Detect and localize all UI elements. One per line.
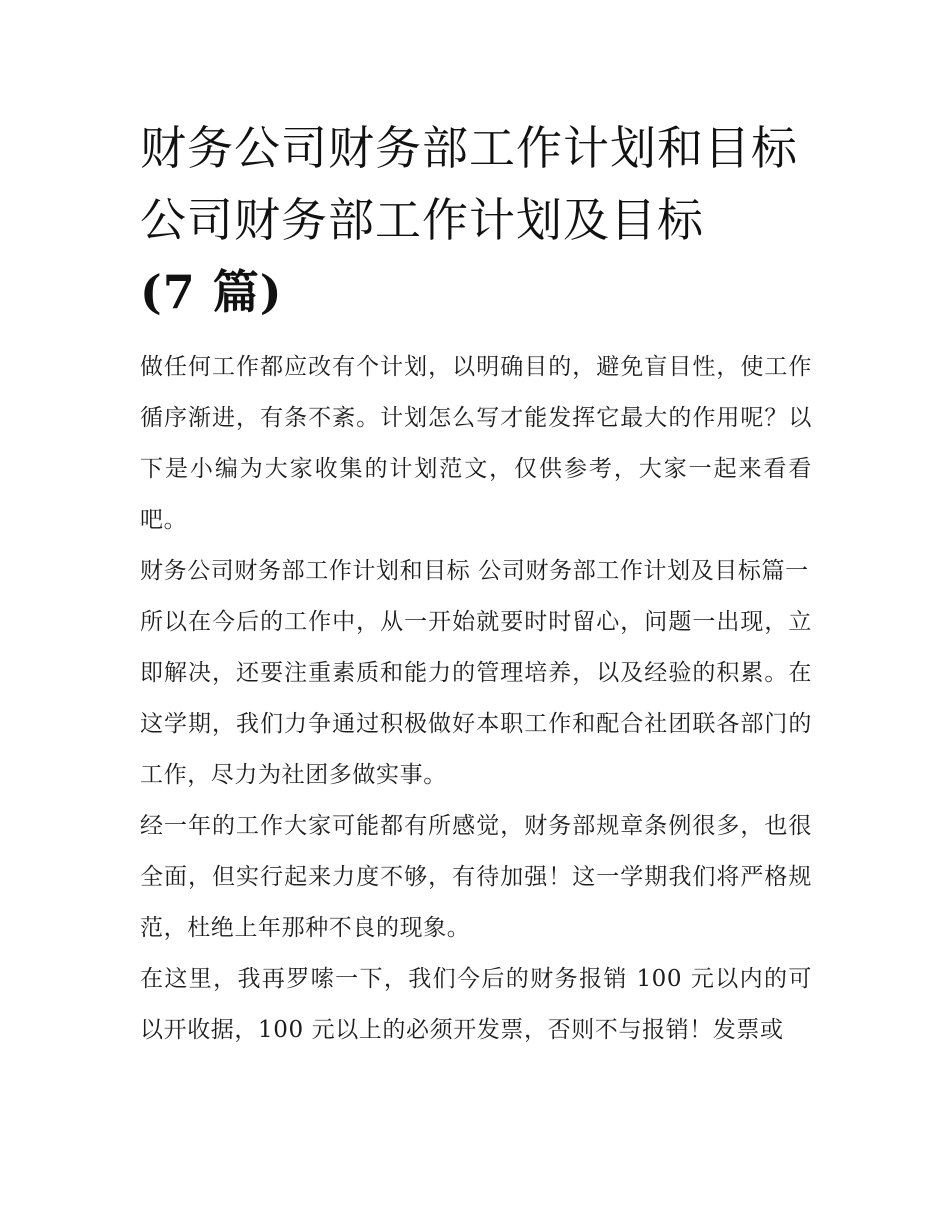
intro-paragraph: 做任何工作都应改有个计划，以明确目的，避免盲目性，使工作循序渐进，有条不紊。计划怎么写才能发挥它最大的作用呢？以下是小编为大家收集的计划范文，仅供参考，大家一起来看看吧。 xyxy=(140,354,812,533)
document-title xyxy=(140,112,812,328)
title-main: 财务公司财务部工作计划和目标 公司财务部工作计划及目标 xyxy=(140,121,798,247)
body-paragraph: 在这里，我再罗嗦一下，我们今后的财务报销 100 元以内的可以开收据，100 元以上的必须开发票，否则不与报销！发票或 xyxy=(140,966,812,1043)
body-paragraph: 经一年的工作大家可能都有所感觉，财务部规章条例很多，也很全面，但实行起来力度不够，有待加强！这一学期我们将严格规范，杜绝上年那种不良的现象。 xyxy=(140,813,812,941)
body-paragraph: 所以在今后的工作中，从一开始就要时时留心，问题一出现，立即解决，还要注重素质和能力的管理培养，以及经验的积累。在这学期，我们力争通过积极做好本职工作和配合社团联各部门的工作，尽力为社团多做实事。 xyxy=(140,609,812,788)
section-heading: 财务公司财务部工作计划和目标 公司财务部工作计划及目标篇一 xyxy=(140,558,809,584)
title-count: (7 篇) xyxy=(140,265,283,319)
document-body xyxy=(140,112,812,1056)
